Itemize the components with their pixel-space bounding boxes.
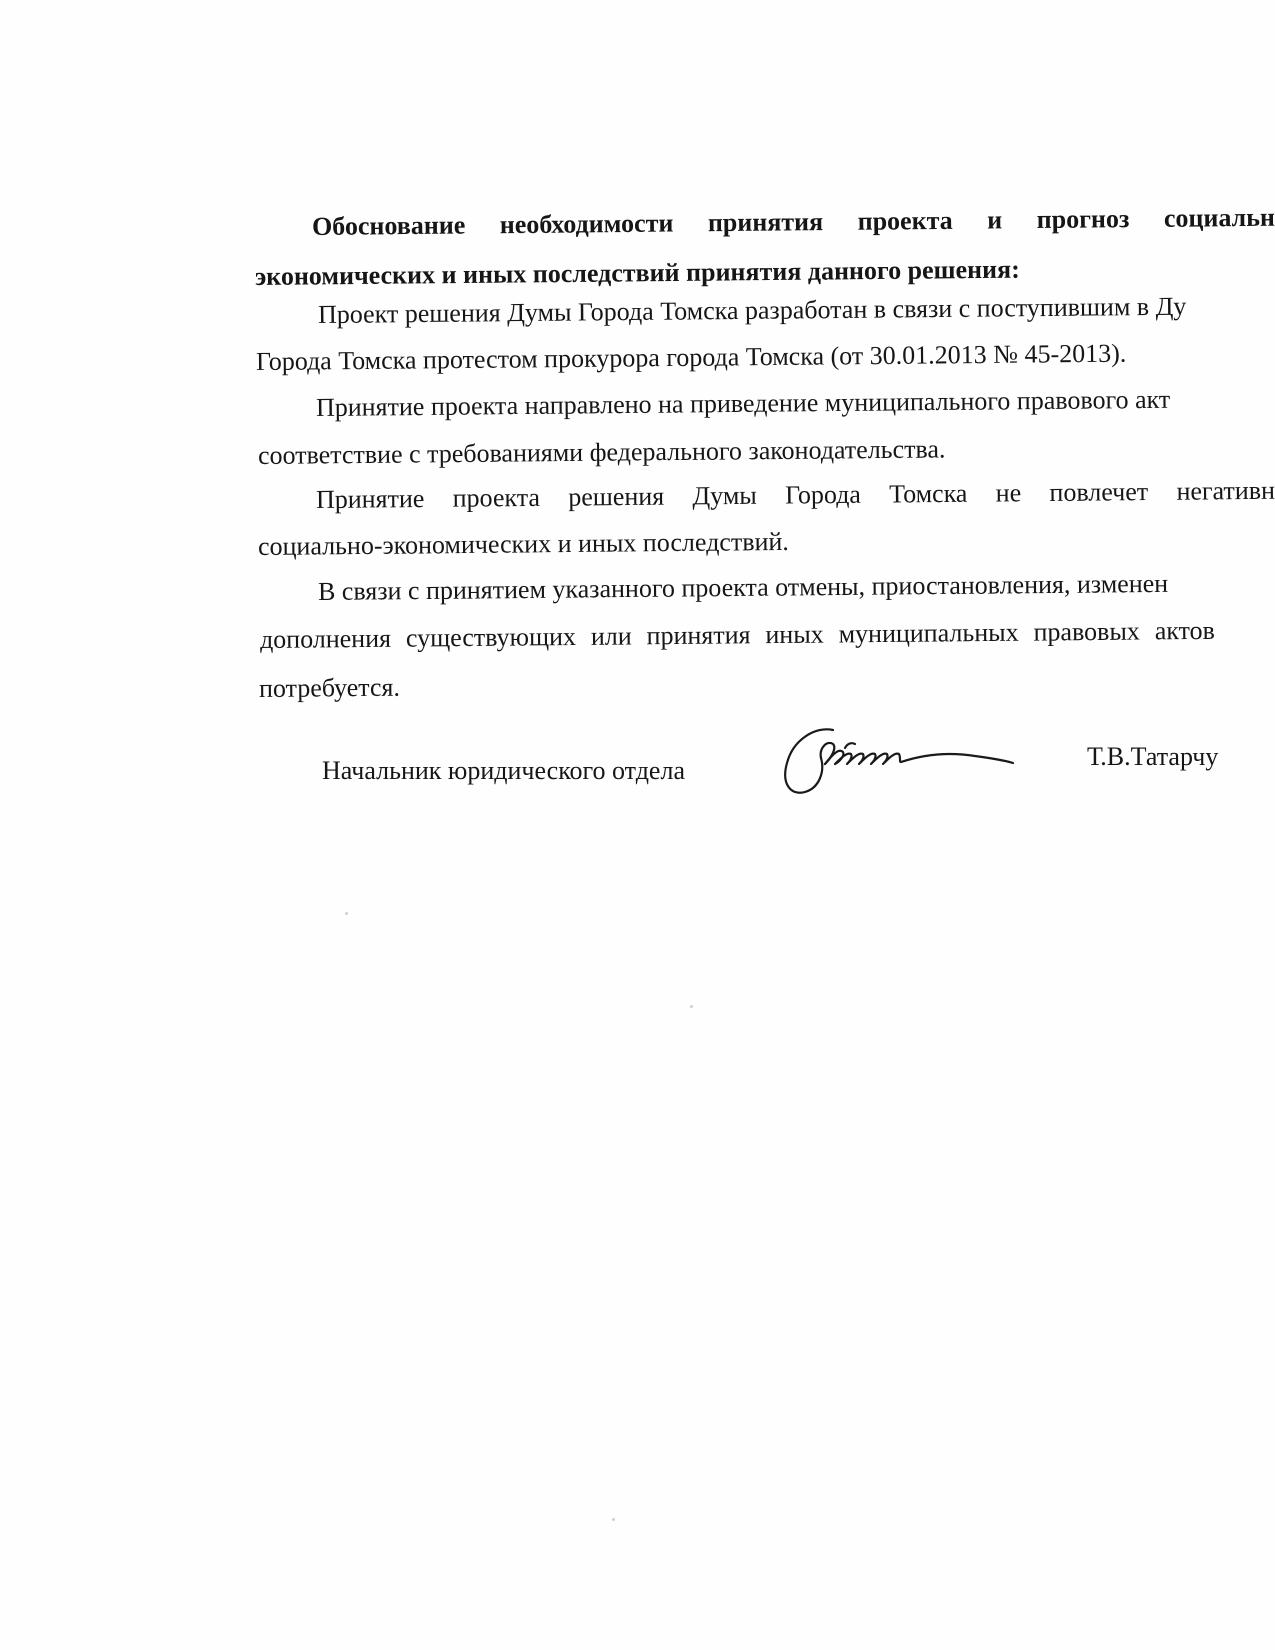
heading-word: социальн xyxy=(1163,202,1275,233)
paragraph-word: муниципальных xyxy=(838,617,1019,649)
paragraph-word: проекта xyxy=(452,482,541,513)
paragraph-word: Томска xyxy=(889,478,968,509)
scan-speck xyxy=(612,1518,615,1521)
paragraph-4-line-1: В связи с принятием указанного проекта отмены, приостановления, изменен xyxy=(317,568,1169,606)
handwritten-signature xyxy=(775,718,1025,808)
paragraph-4-line-2 xyxy=(260,616,1215,655)
paragraph-word: принятия xyxy=(646,620,751,651)
heading-word: Обоснование xyxy=(311,210,466,241)
heading-line-2: экономических и иных последствий принятия данного решения: xyxy=(254,254,1020,291)
scan-speck xyxy=(345,912,348,915)
paragraph-1-line-2: Города Томска протестом прокурора города Томска (от 30.01.2013 № 45-2013). xyxy=(255,338,1127,376)
heading-word: необходимости xyxy=(499,208,674,240)
heading-line-1 xyxy=(312,203,1275,242)
paragraph-word: Города xyxy=(784,479,862,510)
heading-word: прогноз xyxy=(1036,204,1130,235)
paragraph-word: актов xyxy=(1154,615,1216,646)
paragraph-3-line-2: социально-экономических и иных последствий. xyxy=(257,526,789,561)
heading-word: проекта xyxy=(857,205,953,236)
signatory-position: Начальник юридического отдела xyxy=(322,756,685,785)
paragraph-2-line-2: соответствие с требованиями федерального законодательства. xyxy=(257,434,946,470)
paragraph-word: негативн xyxy=(1176,475,1275,506)
scan-speck xyxy=(690,1005,693,1008)
paragraph-2-line-1: Принятие проекта направлено на приведение муниципального правового акт xyxy=(315,384,1171,422)
paragraph-word: существующих xyxy=(405,621,577,653)
signatory-name: Т.В.Татарчу xyxy=(1087,742,1219,771)
paragraph-word: Принятие xyxy=(315,483,425,514)
paragraph-word: или xyxy=(590,621,632,651)
paragraph-word: Думы xyxy=(692,480,757,511)
paragraph-word: не xyxy=(995,478,1022,508)
paragraph-3-line-1 xyxy=(316,476,1275,515)
paragraph-1-line-1: Проект решения Думы Города Томска разработан в связи с поступившим в Ду xyxy=(317,291,1187,329)
paragraph-word: правовых xyxy=(1033,616,1140,647)
paragraph-word: иных xyxy=(765,619,824,650)
paragraph-word: дополнения xyxy=(259,623,392,654)
heading-word: и xyxy=(987,205,1003,235)
heading-word: принятия xyxy=(707,207,824,238)
paragraph-4-line-3: потребуется. xyxy=(258,672,401,703)
paragraph-word: повлечет xyxy=(1049,477,1149,507)
paragraph-word: решения xyxy=(568,481,665,512)
